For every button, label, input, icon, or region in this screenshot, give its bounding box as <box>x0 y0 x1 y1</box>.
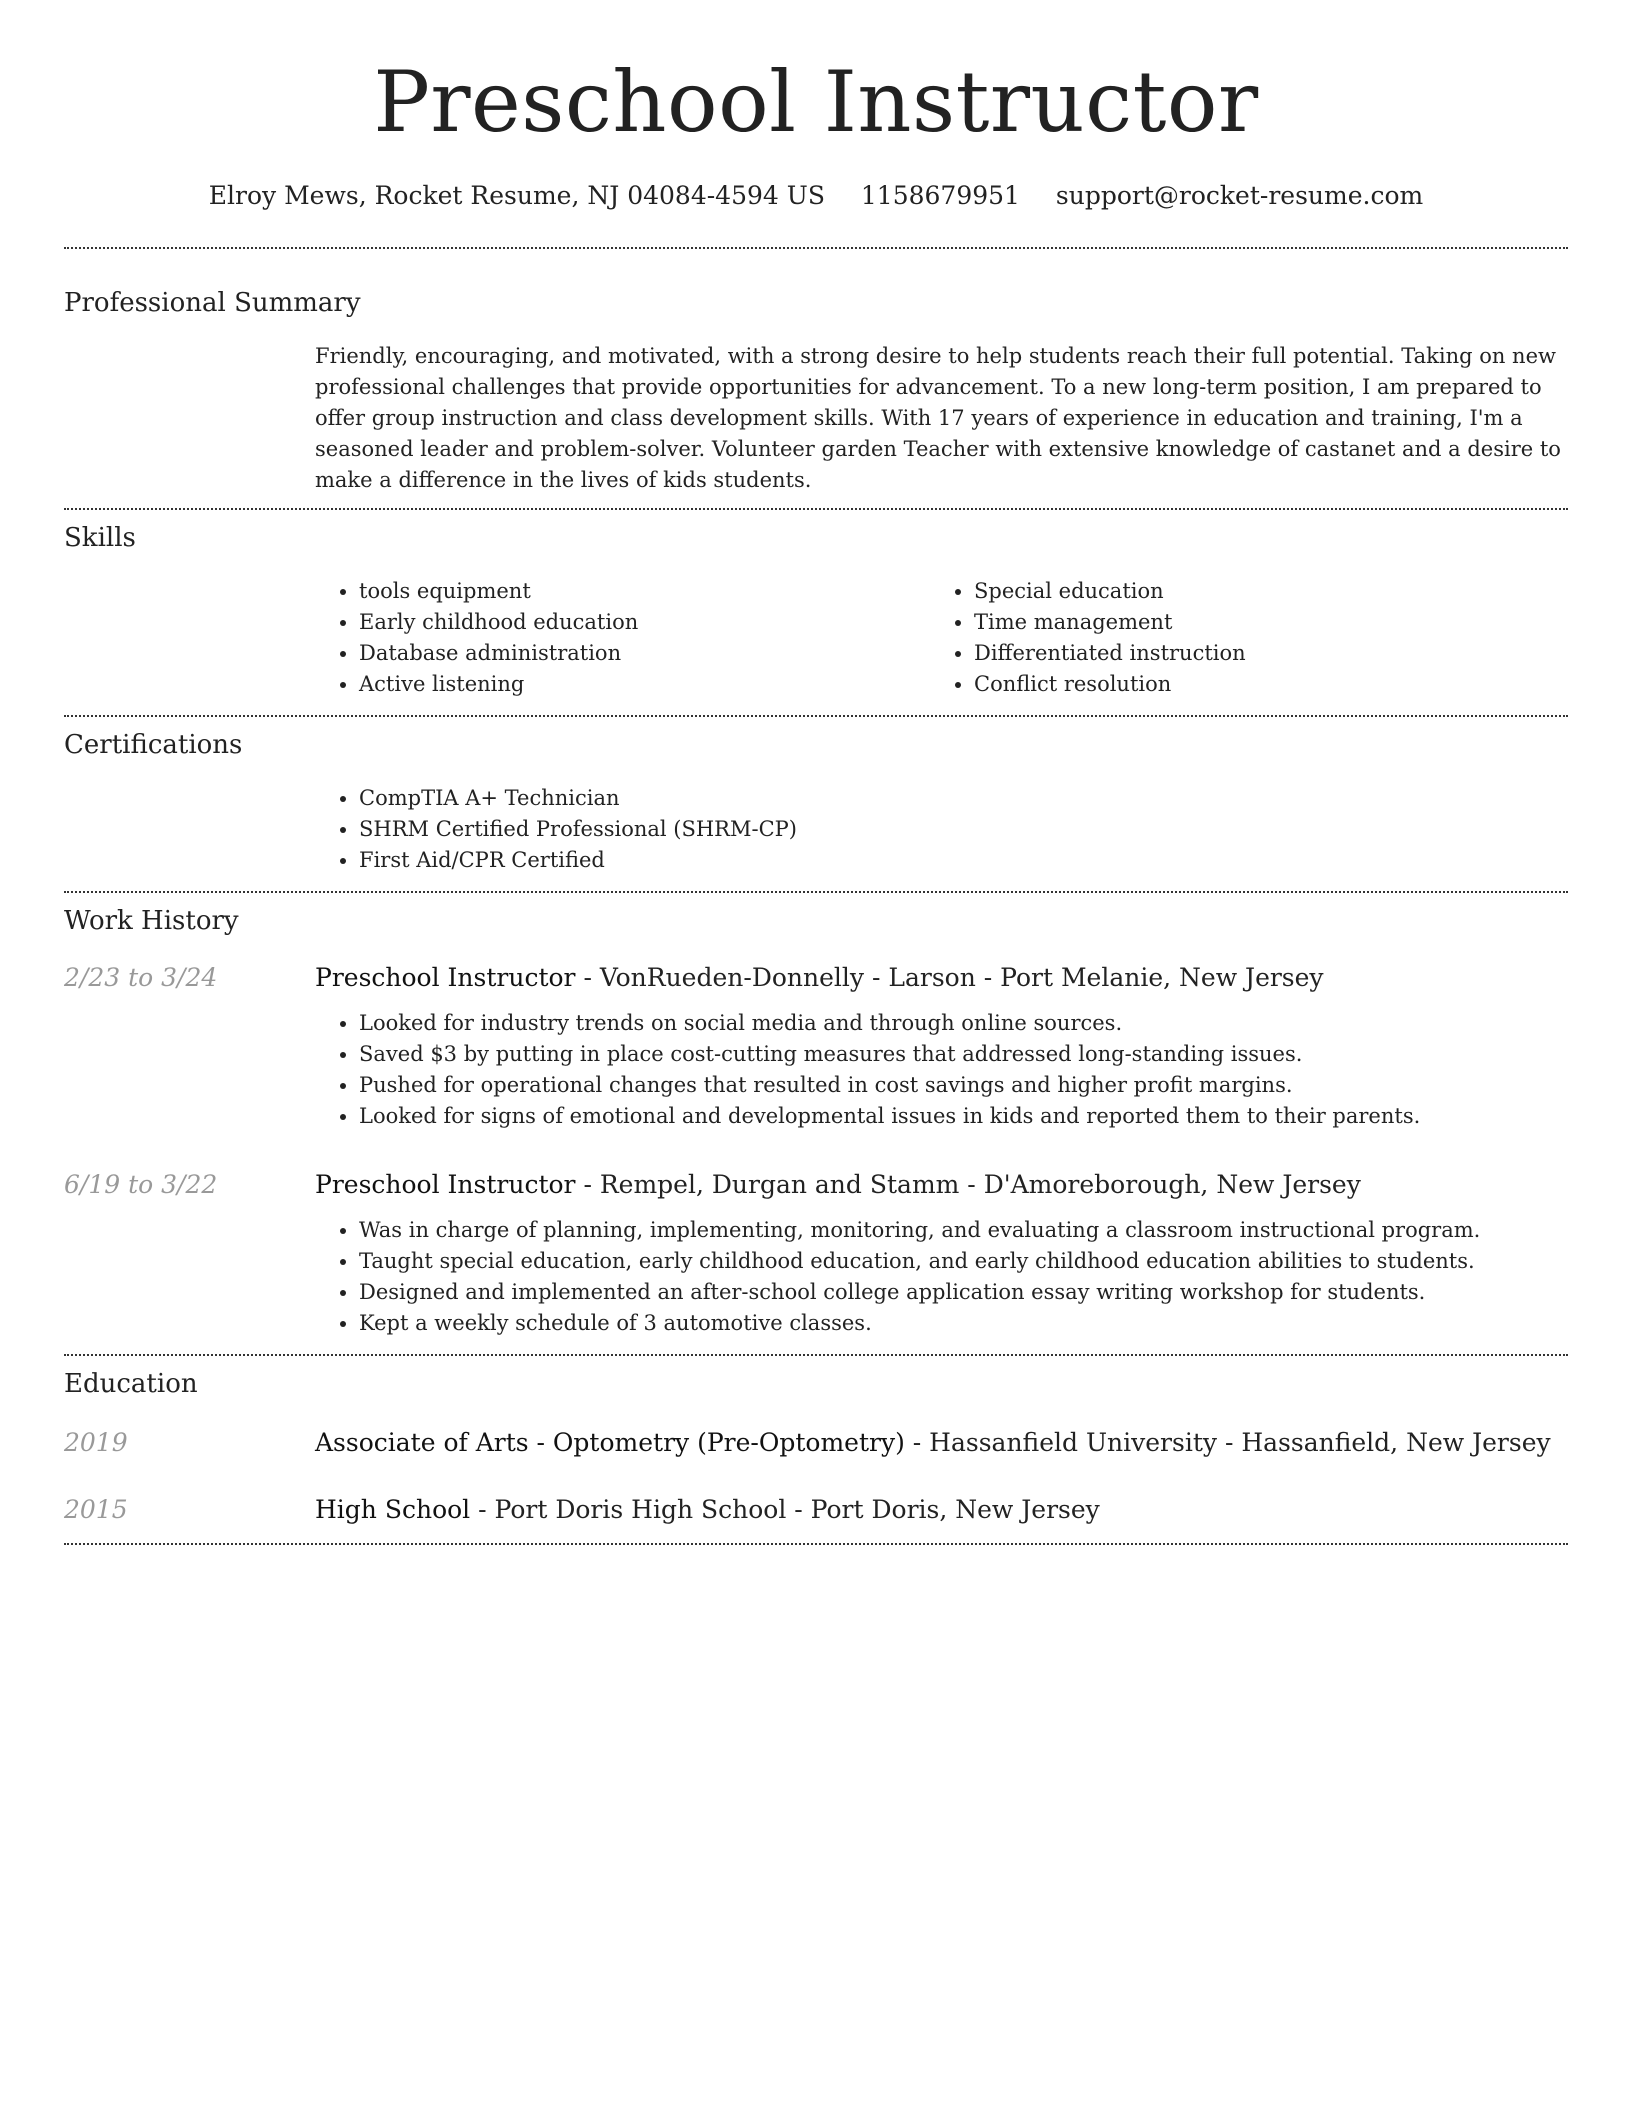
skill-item: • Database administration <box>359 638 930 669</box>
education-section <box>64 1368 1568 1527</box>
certifications-section <box>64 729 1568 876</box>
divider <box>64 715 1568 717</box>
job-header <box>64 961 1568 995</box>
skill-item: • tools equipment <box>359 576 930 607</box>
job-heading <box>315 1168 1361 1202</box>
job-entry <box>64 961 1568 1132</box>
education-entry <box>64 1426 1568 1460</box>
education-heading <box>315 1493 1100 1527</box>
certifications-title: Certifications <box>64 730 243 760</box>
job-role: Preschool Instructor <box>315 963 576 992</box>
skills-list-left <box>315 576 930 700</box>
skills-grid <box>315 576 1568 700</box>
skills-column-left <box>315 576 930 700</box>
job-bullet-list <box>315 1215 1568 1339</box>
job-bullet: • Saved $3 by putting in place cost-cutting measures that addressed long-standing issues. <box>359 1039 1568 1070</box>
education-details: - Hassanfield University - Hassanfield, New Jersey <box>904 1428 1551 1457</box>
job-bullets <box>315 1008 1568 1132</box>
certification-item: • SHRM Certified Professional (SHRM-CP) <box>359 814 1568 845</box>
job-bullets <box>315 1215 1568 1339</box>
job-bullet-list <box>315 1008 1568 1132</box>
job-heading <box>315 961 1324 995</box>
skills-section <box>64 522 1568 700</box>
job-dates: 2/23 to 3/24 <box>64 963 218 992</box>
contact-email: support@rocket-resume.com <box>1055 181 1424 210</box>
education-degree: High School <box>315 1495 471 1524</box>
divider <box>64 1354 1568 1356</box>
resume-name: Preschool Instructor <box>373 53 1259 151</box>
summary-body <box>315 341 1568 496</box>
job-bullet: • Was in charge of planning, implementing, monitoring, and evaluating a classroom instructional program. <box>359 1215 1568 1246</box>
job-header <box>64 1168 1568 1202</box>
certifications-list <box>315 783 1568 876</box>
divider <box>64 1543 1568 1545</box>
job-bullet: • Kept a weekly schedule of 3 automotive classes. <box>359 1308 1568 1339</box>
summary-title: Professional Summary <box>64 288 361 318</box>
certifications-body <box>315 783 1568 876</box>
education-heading <box>315 1426 1551 1460</box>
education-degree: Associate of Arts - Optometry (Pre-Optometry) <box>315 1428 905 1457</box>
certification-item: • First Aid/CPR Certified <box>359 845 1568 876</box>
divider <box>64 508 1568 510</box>
job-details: - Rempel, Durgan and Stamm - D'Amoreborough, New Jersey <box>575 1170 1361 1199</box>
job-bullet: • Looked for signs of emotional and developmental issues in kids and reported them to their parents. <box>359 1101 1568 1132</box>
education-year: 2019 <box>64 1428 128 1457</box>
job-entry <box>64 1168 1568 1339</box>
skill-item: • Special education <box>974 576 1545 607</box>
skill-item: • Differentiated instruction <box>974 638 1545 669</box>
job-details: - VonRueden-Donnelly - Larson - Port Melanie, New Jersey <box>575 963 1324 992</box>
job-bullet: • Looked for industry trends on social media and through online sources. <box>359 1008 1568 1039</box>
skill-item: • Conflict resolution <box>974 669 1545 700</box>
skills-column-right <box>930 576 1545 700</box>
skills-list-right <box>930 576 1545 700</box>
contact-line <box>64 180 1568 212</box>
job-dates: 6/19 to 3/22 <box>64 1170 218 1199</box>
job-role: Preschool Instructor <box>315 1170 576 1199</box>
skills-title: Skills <box>64 523 136 553</box>
summary-section <box>64 287 1568 496</box>
education-title: Education <box>64 1369 198 1399</box>
education-entry <box>64 1493 1568 1527</box>
certification-item: • CompTIA A+ Technician <box>359 783 1568 814</box>
job-bullet: • Pushed for operational changes that resulted in cost savings and higher profit margins. <box>359 1070 1568 1101</box>
contact-phone: 1158679951 <box>860 181 1020 210</box>
skill-item: • Active listening <box>359 669 930 700</box>
divider <box>64 891 1568 893</box>
work-title: Work History <box>64 906 239 936</box>
job-bullet: • Taught special education, early childhood education, and early childhood education abilities to students. <box>359 1246 1568 1277</box>
summary-text: Friendly, encouraging, and motivated, with a strong desire to help students reach their full potential. Taking on new professional challenges that provide opportunities for advancement. To a new long-term position, I am prepared to offer group instruction and class development skills. With 17 years of experience in education and training, I'm a seasoned leader and problem-solver. Volunteer garden Teacher with extensive knowledge of castanet and a desire to make a difference in the lives of kids students. <box>315 344 1561 492</box>
job-bullet: • Designed and implemented an after-school college application essay writing workshop for students. <box>359 1277 1568 1308</box>
education-details: - Port Doris High School - Port Doris, New Jersey <box>470 1495 1100 1524</box>
divider <box>64 247 1568 249</box>
education-year: 2015 <box>64 1495 128 1524</box>
skill-item: • Time management <box>974 607 1545 638</box>
contact-address: Elroy Mews, Rocket Resume, NJ 04084-4594 US <box>208 181 825 210</box>
work-section <box>64 905 1568 1339</box>
skill-item: • Early childhood education <box>359 607 930 638</box>
